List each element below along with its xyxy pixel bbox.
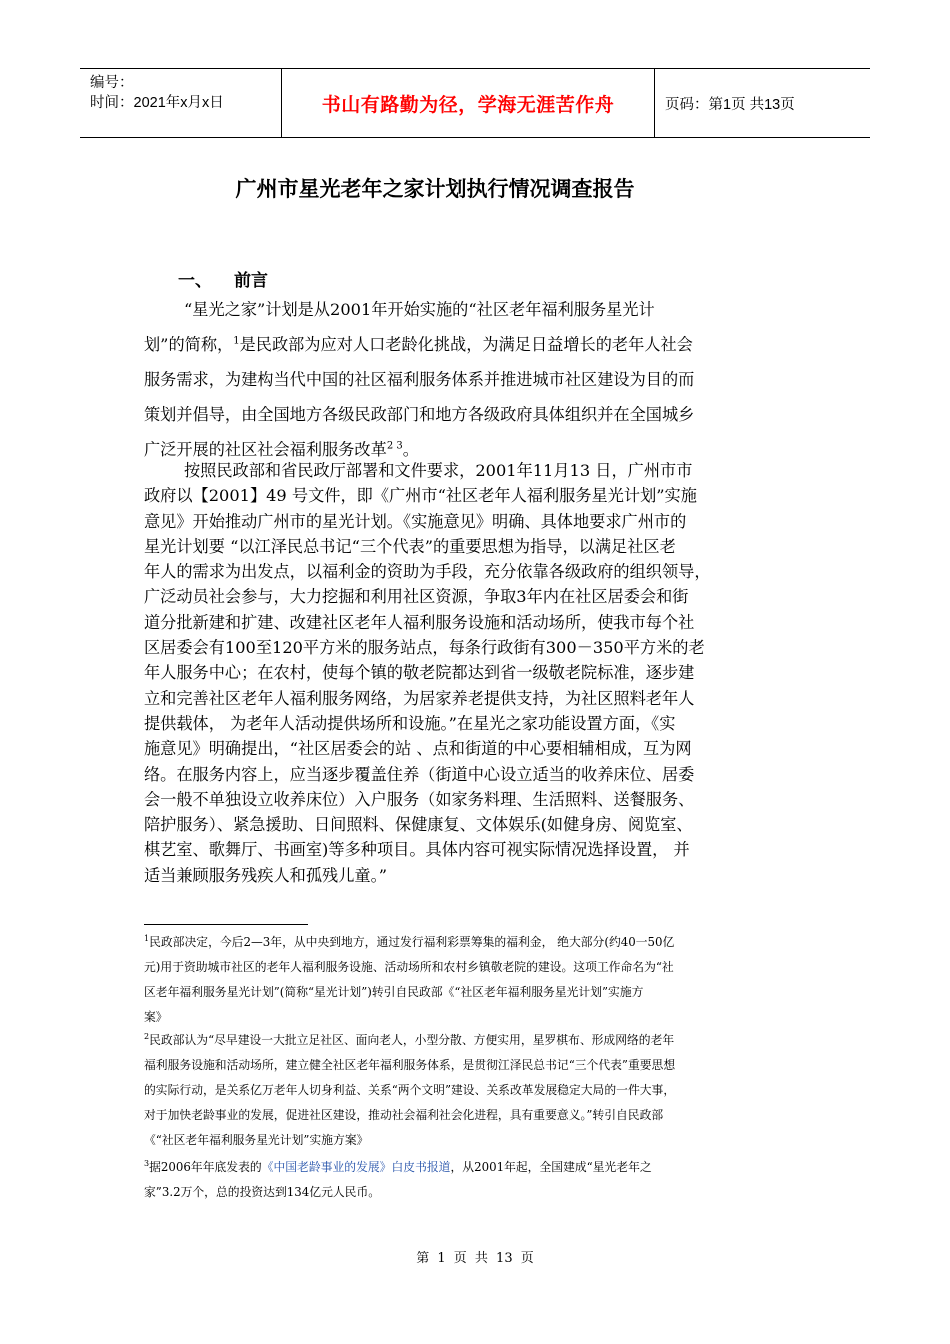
paragraph-line: 策划并倡导，由全国地方各级民政部门和地方各级政府具体组织并在全国城乡	[144, 405, 695, 424]
footnote-line: 对于加快老龄事业的发展，促进社区建设，推动社会福利社会化进程，具有重要意义。”转引自民政部	[144, 1108, 664, 1122]
footnote-3	[144, 1155, 824, 1205]
time-label: 时间：2021年x月x日	[90, 95, 224, 111]
footnote-line: 福利服务设施和活动场所，建立健全社区老年福利服务体系，是贯彻江泽民总书记“三个代表”重要思想	[144, 1058, 676, 1072]
header-page-info: 页码：第1页 共13页	[665, 96, 795, 113]
paragraph-1	[144, 292, 822, 467]
header-motto: 书山有路勤为径，学海无涯苦作舟	[282, 69, 655, 137]
text-run: 划”的简称，	[144, 335, 234, 354]
footnote-line: 区老年福利服务星光计划”(简称“星光计划”)转引自民政部《“社区老年福利服务星光计划”实施方	[144, 985, 644, 999]
footnote-line	[144, 1028, 824, 1053]
paragraph-line: 陪护服务）、紧急援助、日间照料、保健康复、文体娱乐(如健身房、阅览室、	[144, 815, 693, 835]
footnote-line: 案》	[144, 1010, 168, 1024]
section-heading	[178, 266, 268, 291]
paragraph-line: 道分批新建和扩建、改建社区老年人福利服务设施和活动场所，使我市每个社	[144, 612, 695, 632]
footnote-line: 家”3.2万个，总的投资达到134亿元人民币。	[144, 1185, 381, 1199]
document-title	[0, 173, 870, 203]
paragraph-line: 区居委会有100至120平方米的服务站点，每条行政街有300－350平方米的老	[144, 638, 705, 658]
footnote-line: 的实际行动，是关系亿万老年人切身利益、关系“两个文明”建设、关系改革发展稳定大局的一件大事，	[144, 1083, 676, 1097]
footnote-line	[144, 930, 824, 955]
header-table	[80, 68, 870, 138]
paragraph-line: 政府以【2001】49 号文件，即《广州市“社区老年人福利服务星光计划”实施	[144, 486, 697, 506]
text-run: 。	[402, 440, 419, 459]
paragraph-line: 意见》开始推动广州市的星光计划。《实施意见》明确、具体地要求广州市的	[144, 511, 687, 531]
paragraph-line: 星光计划要 “以江泽民总书记“三个代表”的重要思想为指导，以满足社区老	[144, 536, 676, 556]
footnote-mark: 2	[144, 1032, 150, 1042]
paragraph-line: 提供载体， 为老年人活动提供场所和设施。”在星光之家功能设置方面，《实	[144, 713, 676, 733]
footnote-line: 元)用于资助城市社区的老年人福利服务设施、活动场所和农村乡镇敬老院的建设。这项工作命名为“社	[144, 960, 674, 974]
paragraph-2	[144, 458, 822, 888]
section-title: 前言	[234, 271, 268, 291]
paragraph-line: 络。在服务内容上，应当逐步覆盖住养（街道中心设立适当的收养床位、居委	[144, 764, 695, 784]
footnote-separator	[144, 924, 308, 925]
footnote-mark: 1	[144, 934, 150, 944]
paragraph-line	[144, 327, 822, 362]
paragraph-line: 适当兼顾服务残疾人和孤残儿童。”	[144, 865, 387, 885]
paragraph-line: 立和完善社区老年人福利服务网络，为居家养老提供支持，为社区照料老年人	[144, 688, 695, 708]
footnote-2	[144, 1028, 824, 1153]
serial-label: 编号：	[90, 75, 134, 91]
paragraph-line: 年人服务中心；在农村，使每个镇的敬老院都达到省一级敬老院标准，逐步建	[144, 663, 695, 683]
text-run: 据2006年年底发表的	[149, 1160, 262, 1174]
text-run: ，从2001年起，全国建成“星光老年之	[450, 1160, 652, 1174]
footnote-1	[144, 930, 824, 1030]
whitepaper-link[interactable]: 《中国老龄事业的发展》白皮书报道	[261, 1160, 451, 1174]
footnote-ref[interactable]: 2 3	[386, 440, 403, 452]
paragraph-line: “星光之家”计划是从2001年开始实施的“社区老年福利服务星光计	[184, 300, 655, 319]
paragraph-line: 会一般不单独设立收养床位）入户服务（如家务料理、生活照料、送餐服务、	[144, 789, 695, 809]
paragraph-line: 按照民政部和省民政厅部署和文件要求，2001年11月13 日，广州市市	[184, 461, 693, 480]
paragraph-line: 年人的需求为出发点，以福利金的资助为手段，充分依靠各级政府的组织领导，	[144, 562, 711, 582]
footnote-line	[144, 1155, 824, 1180]
footnote-ref[interactable]: 1	[233, 335, 240, 347]
footnote-mark: 3	[144, 1159, 150, 1169]
title-text: 广州市星光老年之家计划执行情况调查报告	[235, 177, 635, 201]
paragraph-line: 服务需求，为建构当代中国的社区福利服务体系并推进城市社区建设为目的而	[144, 370, 695, 389]
text-run: 广泛开展的社区社会福利服务改革	[144, 440, 387, 459]
section-number: 一、	[178, 271, 212, 291]
text-run: 民政部决定，今后2—3年，从中央到地方，通过发行福利彩票筹集的福利金， 绝大部分(约40一50亿	[149, 935, 675, 949]
page-footer: 第 1 页 共 13 页	[416, 1251, 534, 1266]
text-run: 民政部认为“尽早建设一大批立足社区、面向老人，小型分散、方便实用，星罗棋布、形成网络的老年	[149, 1033, 675, 1047]
header-meta	[80, 69, 282, 137]
paragraph-line: 施意见》明确提出，“社区居委会的站 、点和街道的中心要相辅相成，互为网	[144, 739, 692, 759]
text-run: 是民政部为应对人口老龄化挑战，为满足日益增长的老年人社会	[239, 335, 693, 354]
paragraph-line: 棋艺室、歌舞厅、书画室)等多种项目。具体内容可视实际情况选择设置， 并	[144, 840, 690, 860]
paragraph-line: 广泛动员社会参与，大力挖掘和利用社区资源，争取3年内在社区居委会和街	[144, 587, 689, 607]
footnote-line: 《“社区老年福利服务星光计划”实施方案》	[144, 1133, 369, 1147]
